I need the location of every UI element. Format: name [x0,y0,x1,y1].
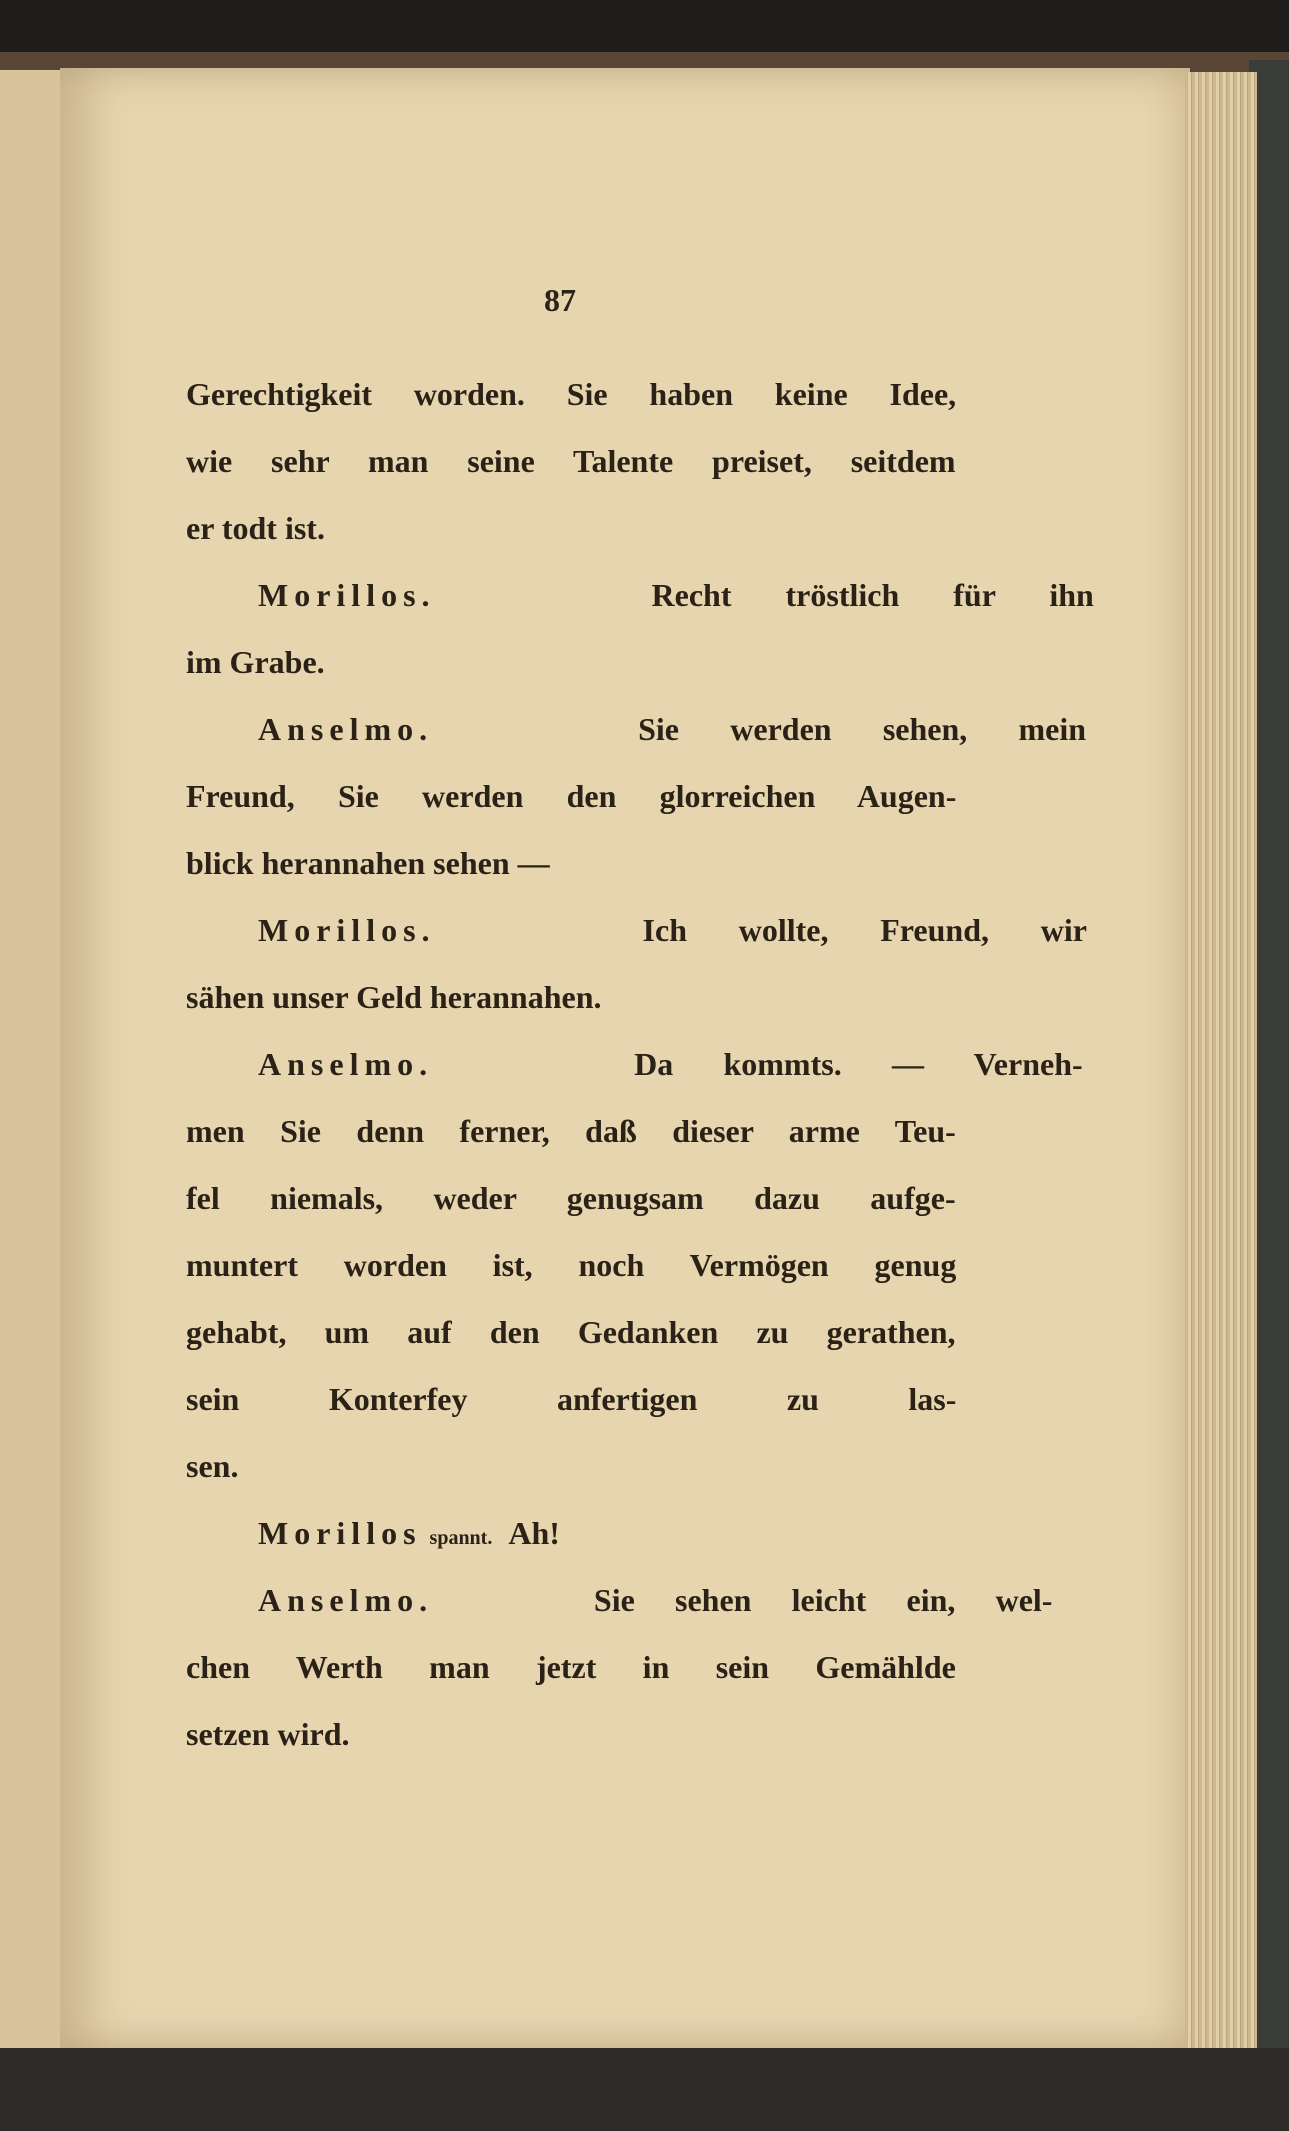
scan-bottom-border [0,2048,1289,2131]
speaker-name: Morillos [258,1515,422,1551]
dialogue-text: Ah! [508,1515,560,1551]
scan-top-border [0,0,1289,60]
dialogue-line [258,1042,1083,1086]
text-line: sein Konterfey anfertigen zu las- [186,1381,957,1417]
text-line: muntert worden ist, noch Vermögen genug [186,1247,957,1283]
dialogue-line [258,908,1087,952]
dialogue-line [258,1511,560,1555]
text-line: er todt ist. [186,510,325,546]
dialogue-line [258,1578,1052,1622]
text-line: im Grabe. [186,644,325,680]
text-line: Gerechtigkeit worden. Sie haben keine Idee, [186,376,957,412]
page-number: 87 [544,282,576,318]
dialogue-text: Ich wollte, Freund, wir [642,912,1087,948]
speaker-name: Anselmo. [258,1582,434,1618]
speaker-name: Morillos. [258,577,436,613]
text-line: gehabt, um auf den Gedanken zu gerathen, [186,1314,956,1350]
speaker-name: Anselmo. [258,711,434,747]
speaker-name: Anselmo. [258,1046,434,1082]
text-line: setzen wird. [186,1716,350,1752]
left-page-edge [0,70,65,2050]
text-line: sen. [186,1448,239,1484]
text-line: wie sehr man seine Talente preiset, seitdem [186,443,956,479]
dialogue-text: Recht tröstlich für ihn [651,577,1094,613]
dialogue-text: Sie werden sehen, mein [638,711,1087,747]
page-stack-edges [1185,72,1257,2057]
text-line: Freund, Sie werden den glorreichen Augen- [186,778,957,814]
speaker-name: Morillos. [258,912,436,948]
dialogue-text: Da kommts. — Verneh- [634,1046,1083,1082]
text-line: fel niemals, weder genugsam dazu aufge- [186,1180,956,1216]
dialogue-line [258,707,1086,751]
text-line: blick herannahen sehen — [186,845,550,881]
text-line: men Sie denn ferner, daß dieser arme Teu- [186,1113,956,1149]
dialogue-line [258,573,1094,617]
stage-direction: spannt. [429,1527,493,1549]
text-line: sähen unser Geld herannahen. [186,979,602,1015]
text-line: chen Werth man jetzt in sein Gemählde [186,1649,956,1685]
dialogue-text: Sie sehen leicht ein, wel- [593,1582,1053,1618]
